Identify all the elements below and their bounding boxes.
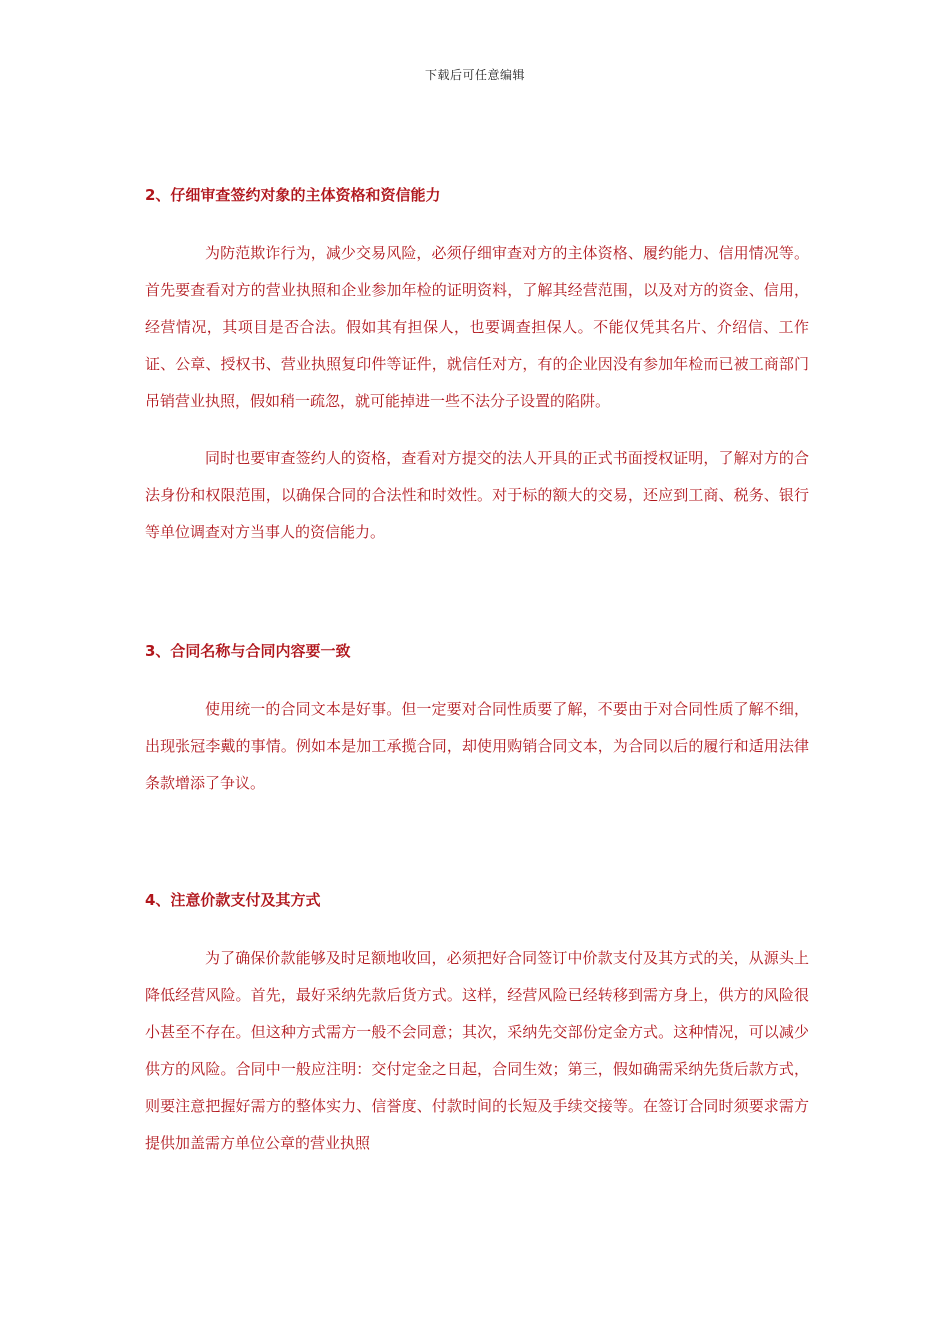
section-2	[145, 183, 809, 551]
paragraph: 为了确保价款能够及时足额地收回，必须把好合同签订中价款支付及其方式的关，从源头上降低经营风险。首先，最好采纳先款后货方式。这样，经营风险已经转移到需方身上，供方的风险很小甚至不存在。但这种方式需方一般不会同意；其次，采纳先交部份定金方式。这种情况，可以减少供方的风险。合同中一般应注明：交付定金之日起，合同生效；第三，假如确需采纳先货后款方式，则要注意把握好需方的整体实力、信誉度、付款时间的长短及手续交接等。在签订合同时须要求需方提供加盖需方单位公章的营业执照	[145, 949, 809, 1152]
paragraph: 为防范欺诈行为，减少交易风险，必须仔细审查对方的主体资格、履约能力、信用情况等。首先要查看对方的营业执照和企业参加年检的证明资料，了解其经营范围，以及对方的资金、信用，经营情况，其项目是否合法。假如其有担保人，也要调查担保人。不能仅凭其名片、介绍信、工作证、公章、授权书、营业执照复印件等证件，就信任对方，有的企业因没有参加年检而已被工商部门吊销营业执照，假如稍一疏忽，就可能掉进一些不法分子设置的陷阱。	[145, 244, 809, 410]
document-body	[145, 183, 809, 1162]
paragraph: 同时也要审查签约人的资格，查看对方提交的法人开具的正式书面授权证明，了解对方的合法身份和权限范围，以确保合同的合法性和时效性。对于标的额大的交易，还应到工商、税务、银行等单位调查对方当事人的资信能力。	[145, 449, 809, 541]
section-title: 2、仔细审查签约对象的主体资格和资信能力	[145, 186, 441, 204]
section-3	[145, 639, 809, 802]
section-title: 3、合同名称与合同内容要一致	[145, 642, 351, 660]
section-4	[145, 888, 809, 1162]
paragraph: 使用统一的合同文本是好事。但一定要对合同性质要了解，不要由于对合同性质了解不细，出现张冠李戴的事情。例如本是加工承揽合同，却使用购销合同文本，为合同以后的履行和适用法律条款增添了争议。	[145, 700, 809, 792]
page-header: 下载后可任意编辑	[424, 68, 525, 82]
section-title: 4、注意价款支付及其方式	[145, 891, 321, 909]
